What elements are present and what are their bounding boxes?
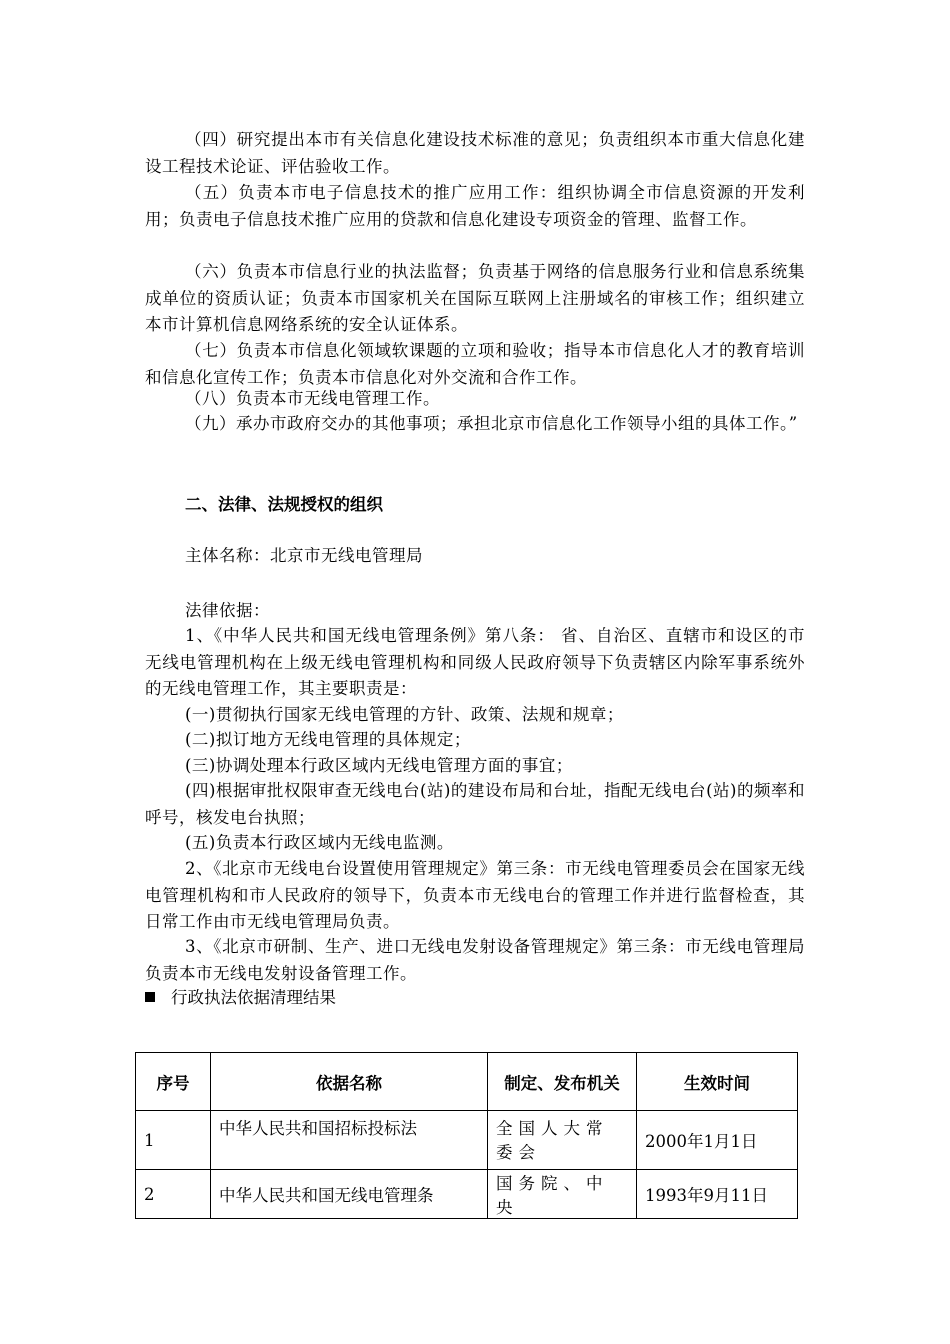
table-header-cell: 依据名称 [211, 1053, 488, 1111]
section-heading: 二、法律、法规授权的组织 [185, 495, 383, 514]
legal-paragraph-2: 2、《北京市无线电台设置使用管理规定》第三条：市无线电管理委员会在国家无线电管理机构和市人民政府的领导下，负责本市无线电台的管理工作并进行监督检查，其日常工作由市无线电管理局负责。 [145, 859, 805, 931]
table-row [136, 1111, 798, 1170]
paragraph-item-8: （八）负责本市无线电管理工作。 [185, 389, 440, 408]
paragraph-item-4: （四）研究提出本市有关信息化建设技术标准的意见；负责组织本市重大信息化建设工程技术论证、评估验收工作。 [145, 130, 805, 176]
paragraph-item-9: （九）承办市政府交办的其他事项；承担北京市信息化工作领导小组的具体工作。” [185, 414, 798, 433]
table-cell-index: 2 [136, 1170, 211, 1219]
legal-item-5: (五)负责本行政区域内无线电监测。 [185, 833, 454, 852]
legal-item-1: (一)贯彻执行国家无线电管理的方针、政策、法规和规章； [185, 705, 624, 724]
results-heading [145, 984, 336, 1008]
table-header-row [136, 1053, 798, 1111]
paragraph-item-6: （六）负责本市信息行业的执法监督；负责基于网络的信息服务行业和信息系统集成单位的资质认证；负责本市国家机关在国际互联网上注册域名的审核工作；组织建立本市计算机信息网络系统的安全认证体系。 [145, 262, 805, 334]
table-cell-date: 2000年1月1日 [637, 1111, 798, 1170]
table-header-cell: 生效时间 [637, 1053, 798, 1111]
table-cell-name: 中华人民共和国无线电管理条 [211, 1170, 488, 1219]
table-header-cell: 序号 [136, 1053, 211, 1111]
legal-item-3: (三)协调处理本行政区域内无线电管理方面的事宜； [185, 756, 573, 775]
table-cell-date: 1993年9月11日 [637, 1170, 798, 1219]
table-cell-name: 中华人民共和国招标投标法 [211, 1111, 488, 1170]
table-header-cell: 制定、发布机关 [488, 1053, 637, 1111]
basis-table [135, 1052, 798, 1219]
legal-item-2: (二)拟订地方无线电管理的具体规定； [185, 730, 471, 749]
paragraph-item-7: （七）负责本市信息化领域软课题的立项和验收；指导本市信息化人才的教育培训和信息化宣传工作；负责本市信息化对外交流和合作工作。 [145, 341, 805, 387]
legal-paragraph-1: 1、《中华人民共和国无线电管理条例》第八条： 省、自治区、直辖市和设区的市无线电管理机构在上级无线电管理机构和同级人民政府领导下负责辖区内除军事系统外的无线电管理工作，其主要职责是： [145, 626, 805, 698]
table-cell-issuer: 全国人大常委会 [488, 1111, 637, 1170]
table-row [136, 1170, 798, 1219]
paragraph-item-5: （五）负责本市电子信息技术的推广应用工作：组织协调全市信息资源的开发利用；负责电子信息技术推广应用的贷款和信息化建设专项资金的管理、监督工作。 [145, 183, 805, 229]
results-heading-text: 行政执法依据清理结果 [171, 988, 336, 1007]
subject-name: 主体名称：北京市无线电管理局 [185, 546, 423, 565]
square-bullet-icon [145, 992, 155, 1002]
legal-paragraph-3: 3、《北京市研制、生产、进口无线电发射设备管理规定》第三条：市无线电管理局负责本市无线电发射设备管理工作。 [145, 937, 805, 983]
table-cell-issuer: 国务院、中央 [488, 1170, 637, 1219]
legal-basis-label: 法律依据： [185, 601, 270, 620]
table-cell-index: 1 [136, 1111, 211, 1170]
legal-item-4: (四)根据审批权限审查无线电台(站)的建设布局和台址，指配无线电台(站)的频率和呼号，核发电台执照； [145, 781, 805, 827]
